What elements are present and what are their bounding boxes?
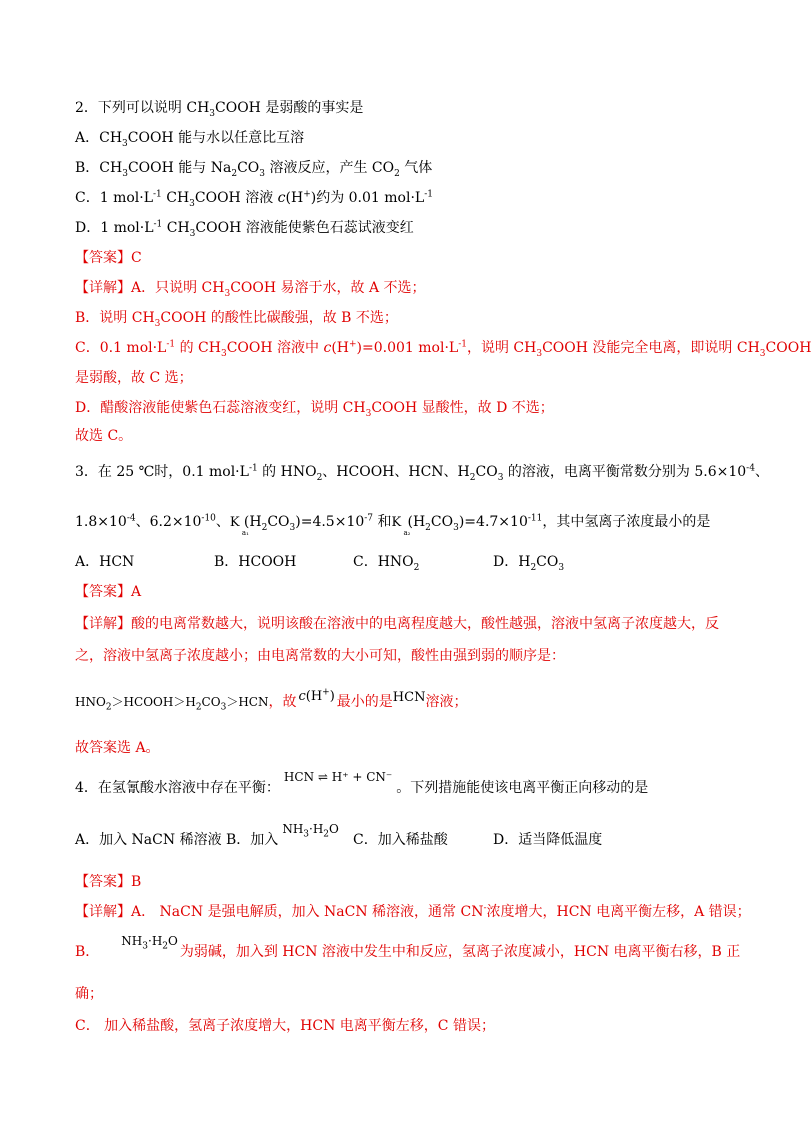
q3-stem-line-1: 3．在 25 ℃时，0.1 $mol\cdot L^{-1}$ 的 $HNO_2$、HCOOH、HCN、$H_2CO_3$ 的溶液，电离平衡常数分别为 $5.6\times 10^{-4}$、 — [75, 463, 769, 483]
q4-option-c: C．加入稀盐酸 — [353, 832, 448, 848]
q2-option-c: C．1 $mol\cdot L^{-1}$ $CH_3COOH$ 溶液 c(H+)约为 0.01 $mol\cdot L^{-1}$ — [75, 189, 433, 209]
q2-stem: 2．下列可以说明 $CH_3COOH$ 是弱酸的事实是 — [75, 100, 364, 119]
q2-detail-line-1: 【详解】A．只说明 $CH_3COOH$ 易溶于水，故 A 不选； — [75, 280, 426, 299]
q3-stem-line-2: $1.8\times 10^{-4}$、$6.2\times 10^{-10}$、 K a₁ $(H_2CO_3)=4.5\times 10^{-7}$ 和 K a₂ $(H_2CO_3)=4.7\times 10^{-11}$，其中氢离子浓度最小的是 — [75, 513, 711, 537]
q4-detail-line-1: 【详解】A． NaCN 是强电解质，加入 NaCN 稀溶液，通常 CN-浓度增大，HCN 电离平衡左移，A 错误； — [75, 903, 751, 920]
q3-answer: 【答案】A — [75, 584, 142, 600]
c-h-plus-symbol: c(H+) — [298, 687, 335, 704]
q3-option-a: A．HCN — [75, 554, 135, 570]
q3-option-b: B．HCOOH — [214, 554, 297, 570]
q4-option-d: D．适当降低温度 — [493, 832, 603, 848]
q2-option-d: D．1 $mol\cdot L^{-1}$ $CH_3COOH$ 溶液能使紫色石蕊试液变红 — [75, 219, 414, 239]
q3-acidity-order: $HNO_2>HCOOH>H_2CO_3>HCN$，故 c(H+) 最小的是HCN溶液； — [75, 687, 468, 713]
q2-option-a: A．$CH_3COOH$ 能与水以任意比互溶 — [75, 130, 305, 149]
q2-detail-line-3: C．0.1 $mol\cdot L^{-1}$ 的 $CH_3COOH$ 溶液中 c(H+)=0.001 $mol\cdot L^{-1}$，说明 $CH_3COOH$ 没能完全电离，即说明 $CH_3COOH$ — [75, 339, 811, 359]
q2-conclusion: 故选 C。 — [75, 428, 133, 444]
nh3-h2o-formula-detail: $NH_3\cdot H_2O$ — [121, 934, 178, 952]
acidity-order-equation: $HNO_2>HCOOH>H_2CO_3>HCN$ — [75, 695, 269, 713]
q4-detail-line-3: 确； — [75, 986, 103, 1002]
q3-detail-line-1: 【详解】酸的电离常数越大，说明该酸在溶液中的电离程度越大，酸性越强，溶液中氢离子浓度越大，反 — [75, 616, 719, 632]
q3-option-c: C．$HNO_2$ — [353, 554, 420, 573]
q3-detail-line-2: 之，溶液中氢离子浓度越小；由电离常数的大小可知，酸性由强到弱的顺序是： — [75, 648, 565, 664]
q2-detail-line-5: D．醋酸溶液能使紫色石蕊溶液变红，说明 $CH_3COOH$ 显酸性，故 D 不选； — [75, 400, 554, 419]
q4-stem: 4．在氢氰酸水溶液中存在平衡：HCN ⇌ H⁺ + CN⁻。下列措施能使该电离平衡正向移动的是 — [75, 770, 649, 796]
q3-conclusion: 故答案选 A。 — [75, 740, 160, 756]
q4-options-ab: A．加入 NaCN 稀溶液 B．加入$NH_3\cdot H_2O$ — [75, 822, 339, 848]
q2-option-b: B．$CH_3COOH$ 能与 $Na_2CO_3$ 溶液反应，产生 $CO_2$ 气体 — [75, 160, 433, 179]
q3-option-d: D．$H_2CO_3$ — [493, 554, 565, 573]
nh3-h2o-formula: $NH_3\cdot H_2O$ — [282, 822, 339, 840]
hcn-equilibrium-equation: HCN ⇌ H⁺ + CN⁻ — [283, 770, 393, 784]
q4-answer: 【答案】B — [75, 874, 142, 890]
q4-detail-line-4: C． 加入稀盐酸，氢离子浓度增大，HCN 电离平衡左移，C 错误； — [75, 1018, 495, 1034]
q2-answer: 【答案】C — [75, 250, 142, 266]
q2-detail-line-2: B．说明 $CH_3COOH$ 的酸性比碳酸强，故 B 不选； — [75, 310, 398, 329]
q2-detail-line-4: 是弱酸，故 C 选； — [75, 370, 193, 386]
q4-detail-line-2: B．$NH_3\cdot H_2O$为弱碱，加入到 HCN 溶液中发生中和反应，氢离子浓度减小，HCN 电离平衡右移，B 正 — [75, 934, 741, 960]
